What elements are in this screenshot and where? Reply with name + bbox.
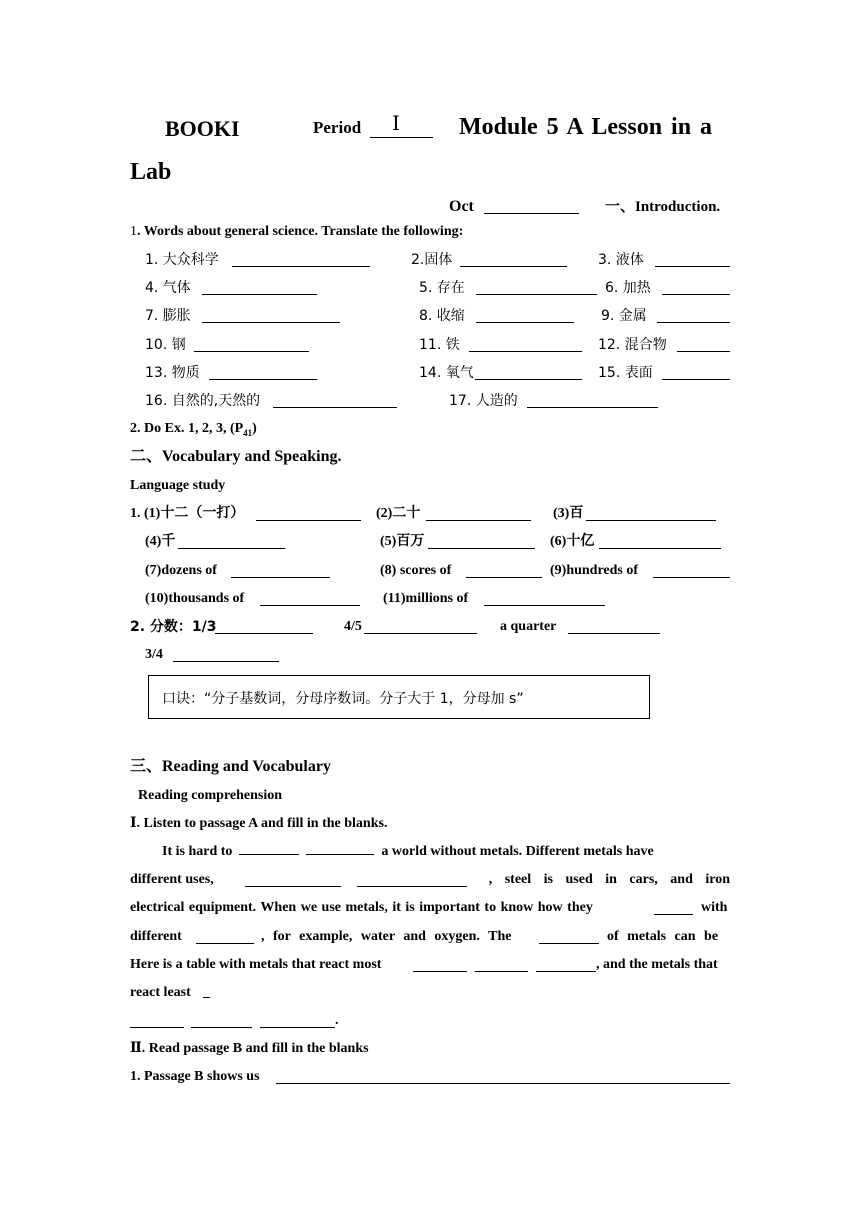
answer-blank[interactable] — [202, 294, 317, 295]
passage-blank[interactable] — [260, 1027, 335, 1028]
word-item: 8. 收缩 — [419, 308, 465, 324]
answer-blank[interactable] — [178, 548, 285, 549]
passage-blank[interactable] — [413, 971, 467, 972]
answer-blank[interactable] — [428, 548, 535, 549]
module-title: Module 5 A Lesson in a — [459, 114, 713, 140]
word-item: 14. 氧气 — [419, 365, 474, 381]
mnemonic-box — [148, 675, 650, 719]
answer-blank[interactable] — [662, 379, 730, 380]
answer-blank[interactable] — [273, 407, 397, 408]
part2-question-1: 1. Passage B shows us — [130, 1069, 260, 1084]
section3-title: 三、Reading and Vocabulary — [130, 758, 331, 775]
passage-blank[interactable] — [536, 971, 596, 972]
section1-title: 一、Introduction. — [605, 199, 721, 215]
passage-line — [130, 842, 730, 862]
passage-blank[interactable] — [196, 943, 254, 944]
answer-blank[interactable] — [475, 379, 582, 380]
answer-blank[interactable] — [657, 322, 730, 323]
word-item: 15. 表面 — [598, 365, 653, 381]
answer-blank[interactable] — [476, 294, 597, 295]
passage-text: It is hard to — [162, 844, 233, 859]
answer-blank[interactable] — [260, 605, 360, 606]
book-label: BOOKI — [165, 116, 240, 141]
answer-blank[interactable] — [653, 577, 730, 578]
question-2 — [130, 419, 257, 443]
word-item: 12. 混合物 — [598, 337, 667, 353]
answer-blank[interactable] — [655, 266, 730, 267]
answer-blank[interactable] — [232, 266, 370, 267]
period-label: Period — [313, 118, 362, 137]
passage-text: _ — [203, 985, 210, 1000]
answer-blank[interactable] — [256, 520, 361, 521]
section2-subtitle: Language study — [130, 478, 226, 493]
passage-text: a world without metals. Different metals have — [381, 844, 654, 859]
fraction-item: 3/4 — [145, 647, 163, 662]
word-item: 4. 气体 — [145, 280, 191, 296]
section2-title: 二、Vocabulary and Speaking. — [130, 448, 342, 465]
answer-blank[interactable] — [209, 379, 317, 380]
answer-blank[interactable] — [426, 520, 531, 521]
answer-blank[interactable] — [469, 351, 582, 352]
answer-blank[interactable] — [194, 351, 309, 352]
passage-text: different uses, — [130, 872, 214, 887]
number-item: (2)二十 — [376, 506, 421, 521]
mnemonic-text: 口诀：“分子基数词，分母序数词。分子大于 1，分母加 s” — [162, 691, 524, 707]
answer-blank[interactable] — [215, 633, 313, 634]
word-item: 7. 膨胀 — [145, 308, 191, 324]
number-item: (9)hundreds of — [550, 563, 639, 578]
question-1 — [130, 222, 463, 242]
module-title-cont: Lab — [130, 159, 172, 185]
number-item: (6)十亿 — [550, 534, 595, 549]
answer-blank[interactable] — [173, 661, 279, 662]
number-item: (11)millions of — [383, 591, 469, 606]
passage-text: different — [130, 929, 182, 944]
word-item: 13. 物质 — [145, 365, 200, 381]
question-2-page: 41 — [243, 427, 253, 438]
number-item: (10)thousands of — [145, 591, 245, 606]
number-item: (4)千 — [145, 534, 176, 549]
answer-blank[interactable] — [364, 633, 477, 634]
answer-blank[interactable] — [202, 322, 340, 323]
word-item: 9. 金属 — [601, 308, 647, 324]
passage-text: of metals can be — [607, 929, 719, 944]
passage-text: , and the metals that — [596, 957, 718, 972]
passage-blank[interactable] — [239, 842, 299, 855]
answer-blank[interactable] — [231, 577, 330, 578]
question-2-text: 2. Do Ex. 1, 2, 3, (P — [130, 421, 244, 436]
answer-blank[interactable] — [484, 605, 605, 606]
passage-text: . — [335, 1013, 339, 1028]
word-item: 10. 钢 — [145, 337, 186, 353]
question-1-number: 1 — [130, 224, 137, 239]
word-item: 2.固体 — [411, 252, 453, 268]
passage-text: electrical equipment. When we use metals, it is important to know how they — [130, 900, 593, 915]
section3-subtitle: Reading comprehension — [138, 788, 283, 803]
passage-text: , steel is used in cars, and iron — [488, 872, 730, 887]
date-label: Oct — [449, 198, 474, 215]
passage-blank[interactable] — [191, 1027, 252, 1028]
question-2-close: ) — [252, 421, 257, 436]
answer-blank[interactable] — [527, 407, 658, 408]
number-item: 1. (1)十二（一打） — [130, 506, 245, 521]
answer-blank[interactable] — [276, 1083, 730, 1084]
word-item: 17. 人造的 — [449, 393, 518, 409]
part1-title: Ⅰ. Listen to passage A and fill in the blanks. — [130, 816, 388, 831]
passage-blank[interactable] — [539, 943, 599, 944]
word-item: 6. 加热 — [605, 280, 651, 296]
date-blank[interactable] — [484, 213, 579, 214]
answer-blank[interactable] — [460, 266, 567, 267]
answer-blank[interactable] — [677, 351, 730, 352]
period-underline — [370, 137, 433, 138]
passage-blank[interactable] — [475, 971, 528, 972]
passage-blank[interactable] — [130, 1027, 184, 1028]
fraction-item: 4/5 — [344, 619, 362, 634]
word-item: 3. 液体 — [598, 252, 644, 268]
answer-blank[interactable] — [466, 577, 542, 578]
passage-blank[interactable] — [654, 914, 693, 915]
number-item: (5)百万 — [380, 534, 425, 549]
answer-blank[interactable] — [662, 294, 730, 295]
word-item: 1. 大众科学 — [145, 252, 219, 268]
period-value: Ⅰ — [392, 113, 400, 135]
fraction-item: a quarter — [500, 619, 557, 634]
answer-blank[interactable] — [568, 633, 660, 634]
word-item: 5. 存在 — [419, 280, 465, 296]
passage-text: Here is a table with metals that react most — [130, 957, 382, 972]
passage-text: react least — [130, 985, 191, 1000]
passage-blank[interactable] — [357, 886, 467, 887]
question-1-text: . Words about general science. Translate the following: — [137, 224, 464, 239]
answer-blank[interactable] — [599, 548, 721, 549]
passage-blank[interactable] — [245, 886, 341, 887]
answer-blank[interactable] — [476, 322, 574, 323]
word-item: 16. 自然的,天然的 — [145, 393, 261, 409]
number-item: (3)百 — [553, 506, 584, 521]
number-item: (8) scores of — [380, 563, 452, 578]
passage-blank[interactable] — [306, 842, 374, 855]
word-item: 11. 铁 — [419, 337, 460, 353]
passage-text: with — [701, 900, 728, 915]
fraction-item — [130, 617, 217, 638]
fraction-label: 2. 分数：1/3 — [130, 619, 217, 635]
part2-title: Ⅱ. Read passage B and fill in the blanks — [130, 1041, 369, 1056]
number-item: (7)dozens of — [145, 563, 217, 578]
answer-blank[interactable] — [586, 520, 716, 521]
passage-text: , for example, water and oxygen. The — [261, 929, 512, 944]
